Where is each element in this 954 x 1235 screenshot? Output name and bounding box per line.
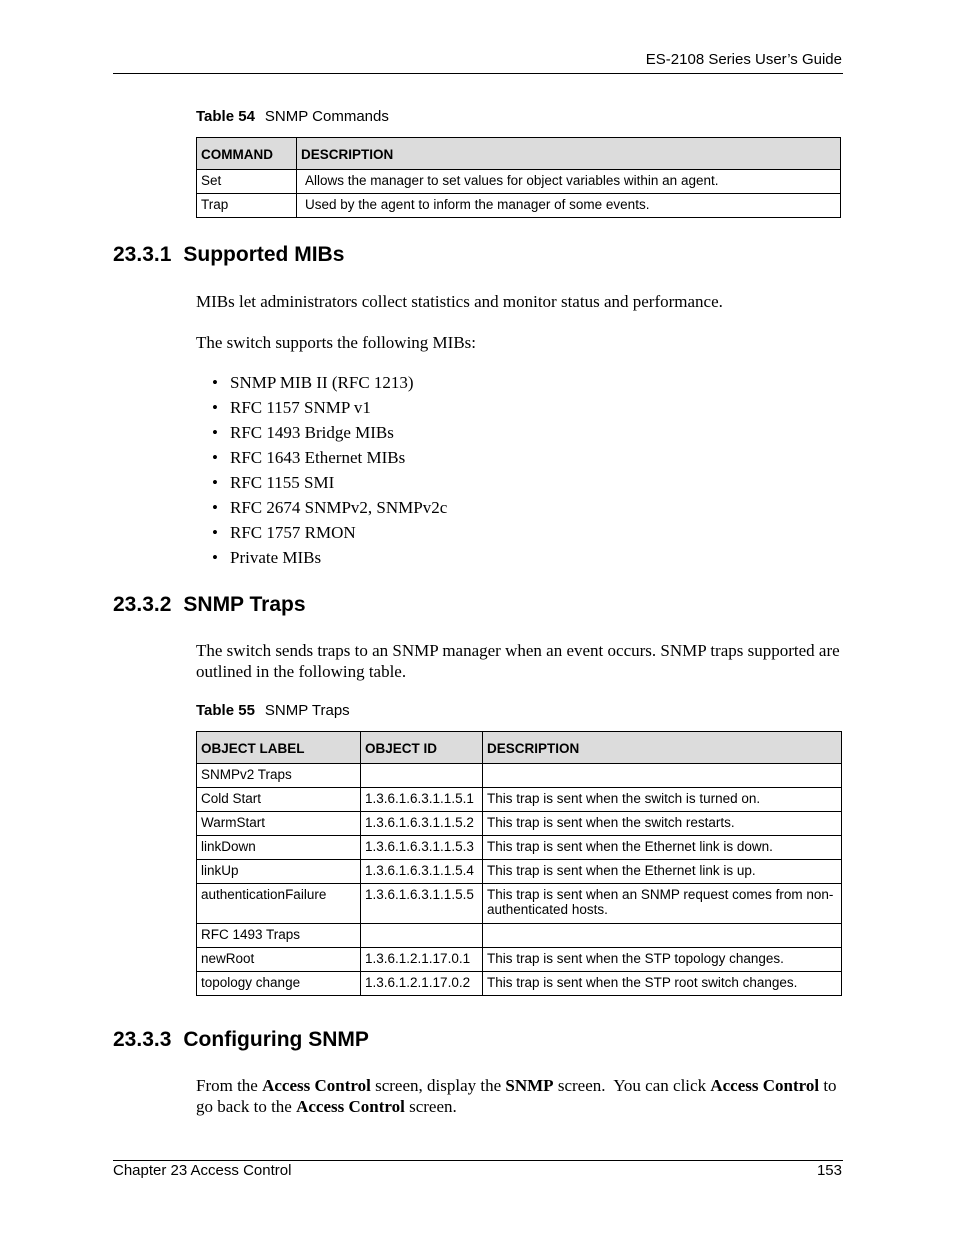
table-cell: [483, 764, 842, 788]
table-cell: WarmStart: [197, 812, 361, 836]
paragraph: From the Access Control screen, display the SNMP screen. You can click Access Control to go back to the Access Control screen.: [196, 1076, 837, 1116]
table-row: [197, 764, 842, 788]
list-item: • RFC 1757 RMON: [212, 523, 356, 542]
table-cell: newRoot: [197, 948, 361, 972]
table-row: [197, 812, 842, 836]
paragraph: The switch sends traps to an SNMP manager when an event occurs. SNMP traps supported are outlined in the following table.: [196, 641, 840, 681]
section-title: SNMP Traps: [183, 593, 306, 616]
section-title: Supported MIBs: [183, 243, 345, 266]
table-cell: This trap is sent when the STP root switch changes.: [483, 972, 842, 996]
list-item: • Private MIBs: [212, 548, 322, 567]
header-rule: [113, 73, 843, 74]
table-cell: topology change: [197, 972, 361, 996]
list-item: • RFC 1643 Ethernet MIBs: [212, 448, 406, 467]
list-item: • SNMP MIB II (RFC 1213): [212, 373, 414, 392]
table-header-row: [197, 138, 841, 170]
table-cell: This trap is sent when the Ethernet link is down.: [483, 836, 842, 860]
footer-rule: [113, 1160, 843, 1161]
table-cell: [361, 924, 483, 948]
section-number: 23.3.2: [113, 593, 172, 616]
snmp-traps-table: [196, 731, 842, 996]
access-control-ref: Access Control: [296, 1097, 405, 1116]
table-cell: linkUp: [197, 860, 361, 884]
snmp-ref: SNMP: [505, 1076, 554, 1095]
table-row: [197, 860, 842, 884]
table-cell: authenticationFailure: [197, 884, 361, 924]
table-cell: This trap is sent when the Ethernet link is up.: [483, 860, 842, 884]
column-header: COMMAND: [197, 138, 297, 170]
column-header: OBJECT LABEL: [197, 732, 361, 764]
table-row: [197, 170, 841, 194]
header-title: ES-2108 Series User’s Guide: [645, 51, 842, 68]
table54-caption-label: Table 54: [196, 108, 255, 125]
section-heading-configuring-snmp: [113, 1028, 369, 1052]
table-cell: This trap is sent when the STP topology changes.: [483, 948, 842, 972]
table-cell: Set: [197, 170, 297, 194]
table-cell: linkDown: [197, 836, 361, 860]
table-row: [197, 924, 842, 948]
column-header: DESCRIPTION: [297, 138, 841, 170]
list-item: • RFC 1155 SMI: [212, 473, 335, 492]
section-number: 23.3.3: [113, 1028, 172, 1051]
table-row: [197, 972, 842, 996]
section-heading-snmp-traps: [113, 593, 306, 617]
table-cell: 1.3.6.1.2.1.17.0.2: [361, 972, 483, 996]
list-item: • RFC 1157 SNMP v1: [212, 398, 371, 417]
mib-list: [196, 370, 447, 570]
table-cell: RFC 1493 Traps: [197, 924, 361, 948]
list-item: • RFC 2674 SNMPv2, SNMPv2c: [212, 498, 448, 517]
table-cell: [483, 924, 842, 948]
table-cell: This trap is sent when an SNMP request comes from non-authenticated hosts.: [483, 884, 842, 924]
paragraph: The switch supports the following MIBs:: [196, 333, 477, 352]
table54-caption-title: SNMP Commands: [264, 108, 389, 125]
table-cell: SNMPv2 Traps: [197, 764, 361, 788]
table-cell: 1.3.6.1.2.1.17.0.1: [361, 948, 483, 972]
footer-chapter: Chapter 23 Access Control: [113, 1162, 292, 1179]
table55-caption-title: SNMP Traps: [264, 702, 350, 719]
table-cell: This trap is sent when the switch is turned on.: [483, 788, 842, 812]
table-cell: 1.3.6.1.6.3.1.1.5.2: [361, 812, 483, 836]
table-cell: 1.3.6.1.6.3.1.1.5.1: [361, 788, 483, 812]
list-item: • RFC 1493 Bridge MIBs: [212, 423, 394, 442]
table-row: [197, 788, 842, 812]
column-header: DESCRIPTION: [483, 732, 842, 764]
page-number: 153: [816, 1162, 842, 1179]
table-cell: 1.3.6.1.6.3.1.1.5.4: [361, 860, 483, 884]
table55-caption-label: Table 55: [196, 702, 255, 719]
section-number: 23.3.1: [113, 243, 172, 266]
table-cell: Cold Start: [197, 788, 361, 812]
table-row: [197, 884, 842, 924]
table-row: [197, 948, 842, 972]
table-row: [197, 194, 841, 218]
table-cell: Used by the agent to inform the manager of some events.: [297, 194, 841, 218]
table-cell: [361, 764, 483, 788]
section-title: Configuring SNMP: [183, 1028, 369, 1051]
table-row: [197, 836, 842, 860]
access-control-ref: Access Control: [710, 1076, 820, 1095]
access-control-ref: Access Control: [262, 1076, 371, 1095]
table-cell: Allows the manager to set values for object variables within an agent.: [297, 170, 841, 194]
column-header: OBJECT ID: [361, 732, 483, 764]
table55-caption: [196, 702, 350, 719]
section-heading-supported-mibs: [113, 243, 344, 267]
table-cell: This trap is sent when the switch restarts.: [483, 812, 842, 836]
table-cell: 1.3.6.1.6.3.1.1.5.5: [361, 884, 483, 924]
paragraph: MIBs let administrators collect statistics and monitor status and performance.: [196, 292, 723, 311]
table-cell: 1.3.6.1.6.3.1.1.5.3: [361, 836, 483, 860]
snmp-commands-table: [196, 137, 841, 218]
table54-caption: [196, 108, 389, 125]
table-cell: Trap: [197, 194, 297, 218]
table-header-row: [197, 732, 842, 764]
